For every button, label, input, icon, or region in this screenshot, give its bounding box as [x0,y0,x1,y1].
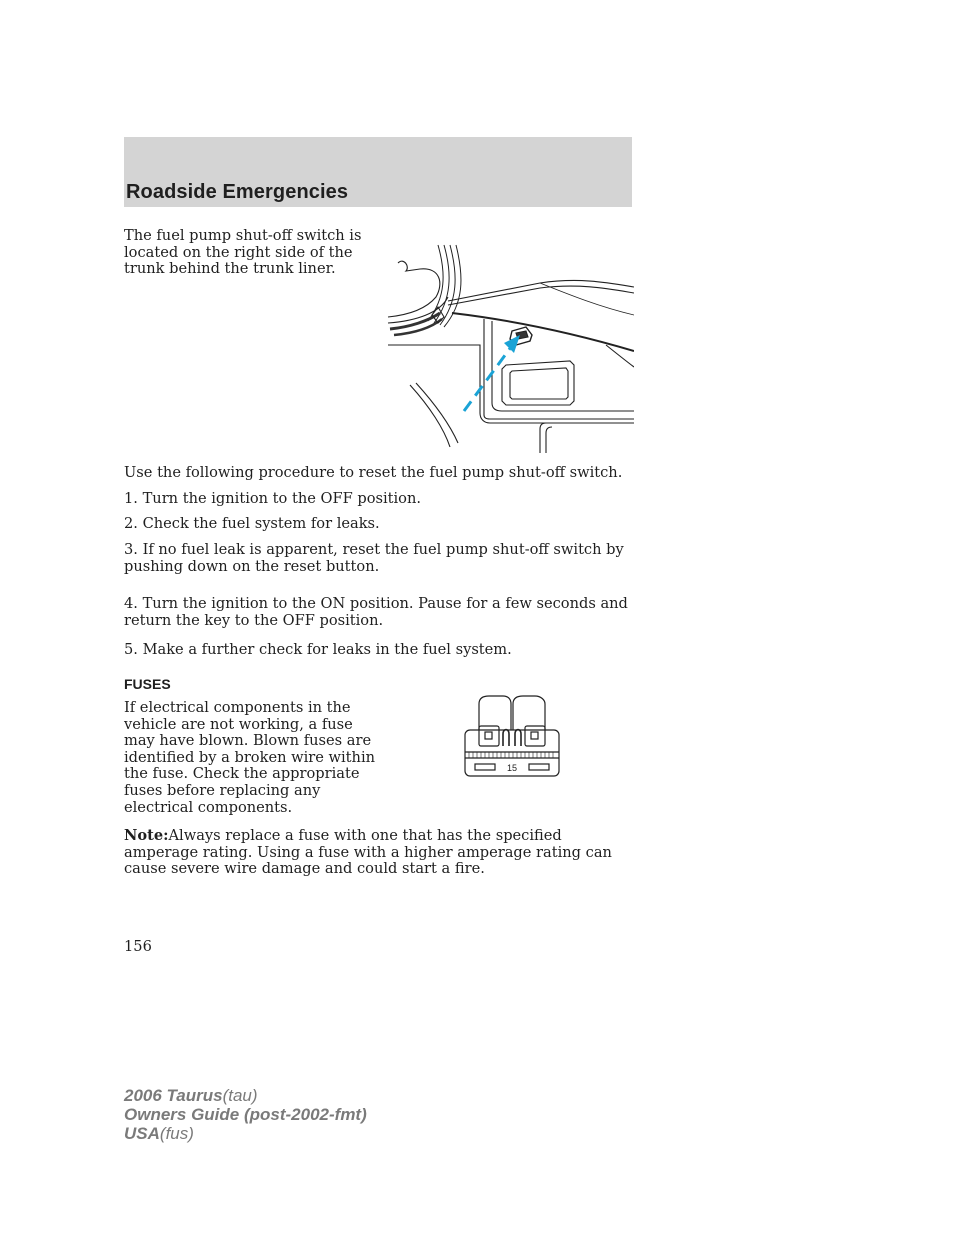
fuse-amperage-label: 15 [506,763,518,773]
footer-guide: Owners Guide (post-2002-fmt) [124,1105,367,1124]
fuse-illustration [463,694,561,778]
page-number: 156 [124,938,152,955]
trunk-switch-illustration [380,243,634,453]
step-3: 3. If no fuel leak is apparent, reset the fuel pump shut-off switch by pushing down on the reset button. [124,541,624,575]
note-paragraph [124,828,640,878]
fuses-heading: FUSES [124,676,171,692]
step-1: 1. Turn the ignition to the OFF position. [124,490,422,507]
intro-paragraph: The fuel pump shut-off switch is located on the right side of the trunk behind the trunk liner. [124,227,362,278]
note-text: Always replace a fuse with one that has the specified amperage rating. Using a fuse with a higher amperage rating can cause severe wire damage and could start a fire. [124,827,612,878]
fuses-paragraph: If electrical components in the vehicle are not working, a fuse may have blown. Blown fuses are identified by a broken wire within the fuse. Check the appropriate fuses before replacing any electrical components. [124,699,376,816]
step-4: 4. Turn the ignition to the ON position. Pause for a few seconds and return the key to the OFF position. [124,595,628,629]
footer-model-code: (tau) [222,1086,258,1105]
footer [124,1086,367,1143]
footer-model: 2006 Taurus [124,1086,223,1105]
procedure-lead: Use the following procedure to reset the fuel pump shut-off switch. [124,464,623,481]
note-label: Note: [124,827,169,844]
page-title: Roadside Emergencies [126,181,349,203]
step-2: 2. Check the fuel system for leaks. [124,515,380,532]
footer-region: USA [124,1124,160,1143]
step-5: 5. Make a further check for leaks in the fuel system. [124,641,512,658]
footer-region-code: (fus) [159,1124,194,1143]
